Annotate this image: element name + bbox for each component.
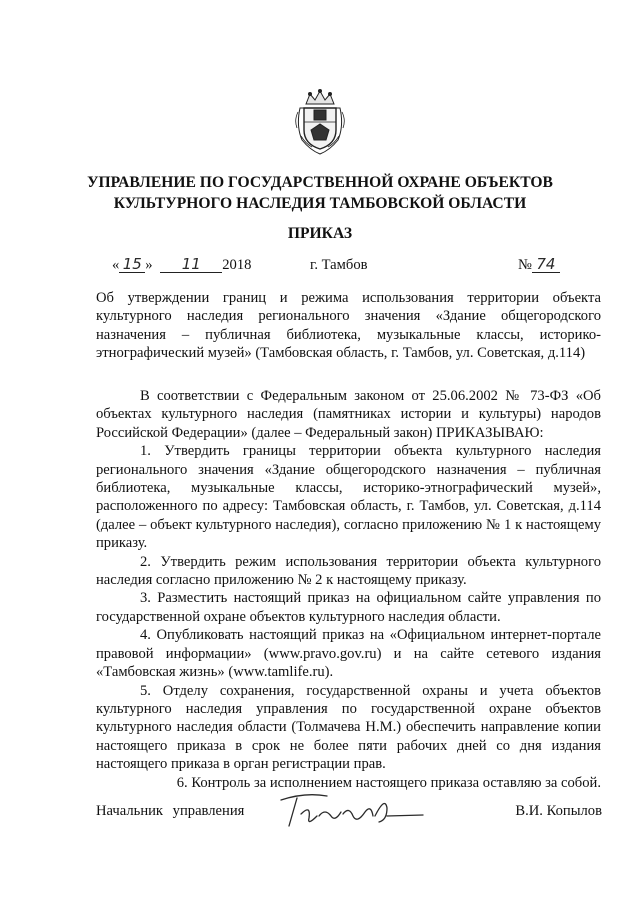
organization-title-line2: КУЛЬТУРНОГО НАСЛЕДИЯ ТАМБОВСКОЙ ОБЛАСТИ	[113, 195, 527, 212]
paragraph-item-1: 1. Утвердить границы территории объекта культурного наследия регионального значения «Здание общегородского назначения – публичная библиотека, музыкальные классы, историко-этнографический музей», расположенного по адресу: Тамбовская область, г. Тамбов, ул. Советская, д.114 (далее – объект культурного наследия), согласно приложению № 1 к настоящему приказу.	[96, 443, 601, 552]
signer-name: В.И. Копылов	[515, 803, 602, 819]
document-type-title: ПРИКАЗ	[287, 225, 353, 242]
signer-position: Начальник управления	[96, 803, 245, 819]
order-subject: Об утверждении границ и режима использования территории объекта культурного наследия регионального значения «Здание общегородского назначения – публичная библиотека, музыкальные классы, историко-этнографический музей» (Тамбовская область, г. Тамбов, ул. Советская, д.114)	[96, 290, 601, 362]
paragraph-item-5: 5. Отделу сохранения, государственной охраны и учета объектов культурного наследия управления по государственной охране объектов культурного наследия области (Толмачева Н.М.) обеспечить направление копии настоящего приказа в срок не более пяти рабочих дней со дня издания настоящего приказа в орган регистрации прав.	[96, 682, 601, 773]
organization-title-line1: УПРАВЛЕНИЕ ПО ГОСУДАРСТВЕННОЙ ОХРАНЕ ОБЪЕКТОВ	[87, 174, 553, 191]
date-year: 2018	[222, 257, 252, 273]
paragraph-item-4: 4. Опубликовать настоящий приказ на «Официальном интернет-портале правовой информации» (www.pravo.gov.ru) и на сайте сетевого издания «Тамбовская жизнь» (www.tamlife.ru).	[96, 627, 601, 681]
date-month: 11	[160, 257, 222, 273]
paragraph-preamble: В соответствии с Федеральным законом от 25.06.2002 № 73-ФЗ «Об объектах культурного наследия (памятниках истории и культуры) народов Российской Федерации» (далее – Федеральный закон) ПРИКАЗЫВАЮ:	[96, 388, 601, 441]
organization-title	[60, 172, 580, 214]
number-sign: №	[518, 257, 532, 273]
date-close-quote: »	[145, 257, 153, 273]
paragraph-item-6: 6. Контроль за исполнением настоящего приказа оставляю за собой.	[176, 774, 601, 791]
handwritten-signature-icon	[275, 786, 435, 834]
order-number	[518, 257, 560, 277]
date-open-quote: «	[112, 257, 120, 273]
paragraph-item-2: 2. Утвердить режим использования территории объекта культурного наследия согласно приложению № 2 к настоящему приказу.	[96, 553, 601, 589]
date-day: 15	[119, 257, 145, 273]
number-value: 74	[532, 257, 560, 273]
paragraph-item-3: 3. Разместить настоящий приказ на официальном сайте управления по государственной охране объектов культурного наследия области.	[96, 590, 601, 625]
city-label: г. Тамбов	[310, 257, 368, 273]
order-date	[112, 257, 251, 277]
coat-of-arms-icon	[292, 86, 348, 156]
order-body	[96, 387, 601, 792]
